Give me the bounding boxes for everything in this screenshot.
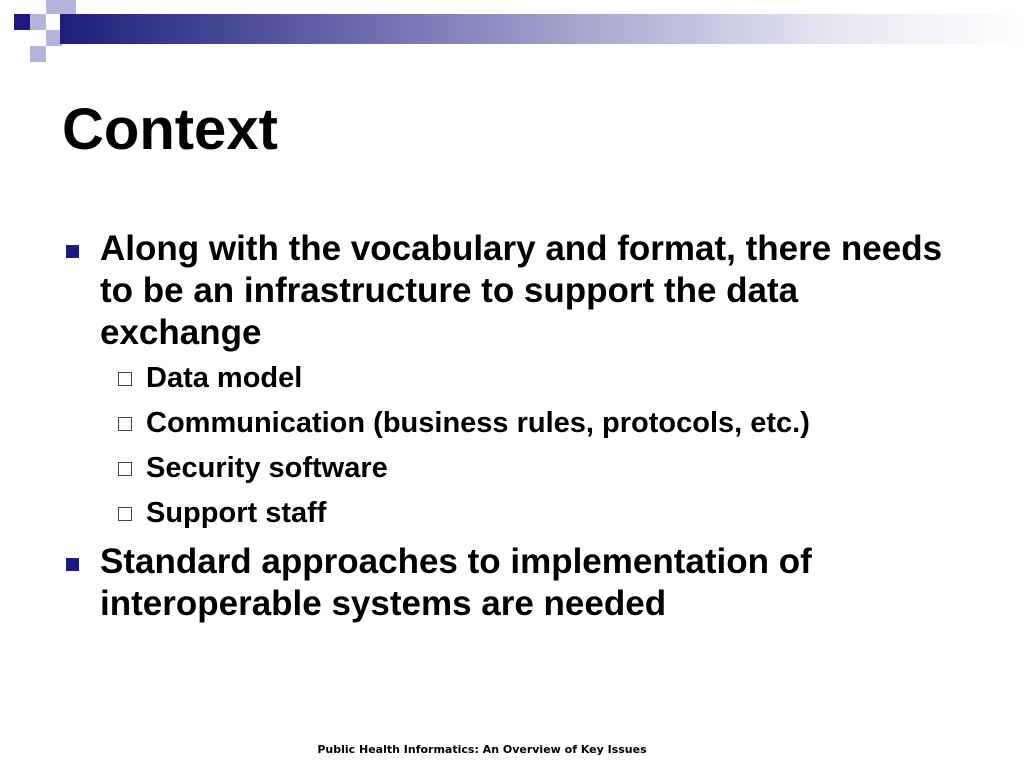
square-bullet-icon <box>66 558 79 571</box>
slide-content <box>62 228 962 631</box>
header-gradient-bar <box>60 14 1024 44</box>
bullet-item <box>62 541 962 625</box>
slide-footer: Public Health Informatics: An Overview of Key Issues <box>317 743 647 756</box>
bullet-item <box>62 228 962 354</box>
sub-bullet-item <box>116 405 962 441</box>
bullet-text: Standard approaches to implementation of interoperable systems are needed <box>100 542 812 623</box>
hollow-square-bullet-icon <box>118 372 132 386</box>
hollow-square-bullet-icon <box>118 417 132 431</box>
header-decoration <box>0 0 1024 48</box>
sub-bullet-item <box>116 495 962 531</box>
bullet-text: Along with the vocabulary and format, there needs to be an infrastructure to support the data exchange <box>100 229 943 352</box>
sub-bullet-text: Security software <box>146 452 388 484</box>
sub-bullet-item <box>116 360 962 396</box>
square-bullet-icon <box>66 245 79 258</box>
sub-bullet-list <box>116 360 962 531</box>
slide-title: Context <box>62 97 278 162</box>
hollow-square-bullet-icon <box>118 462 132 476</box>
hollow-square-bullet-icon <box>118 507 132 521</box>
sub-bullet-item <box>116 450 962 486</box>
sub-bullet-text: Data model <box>146 362 303 394</box>
sub-bullet-text: Communication (business rules, protocols, etc.) <box>146 407 810 439</box>
sub-bullet-text: Support staff <box>146 497 327 529</box>
